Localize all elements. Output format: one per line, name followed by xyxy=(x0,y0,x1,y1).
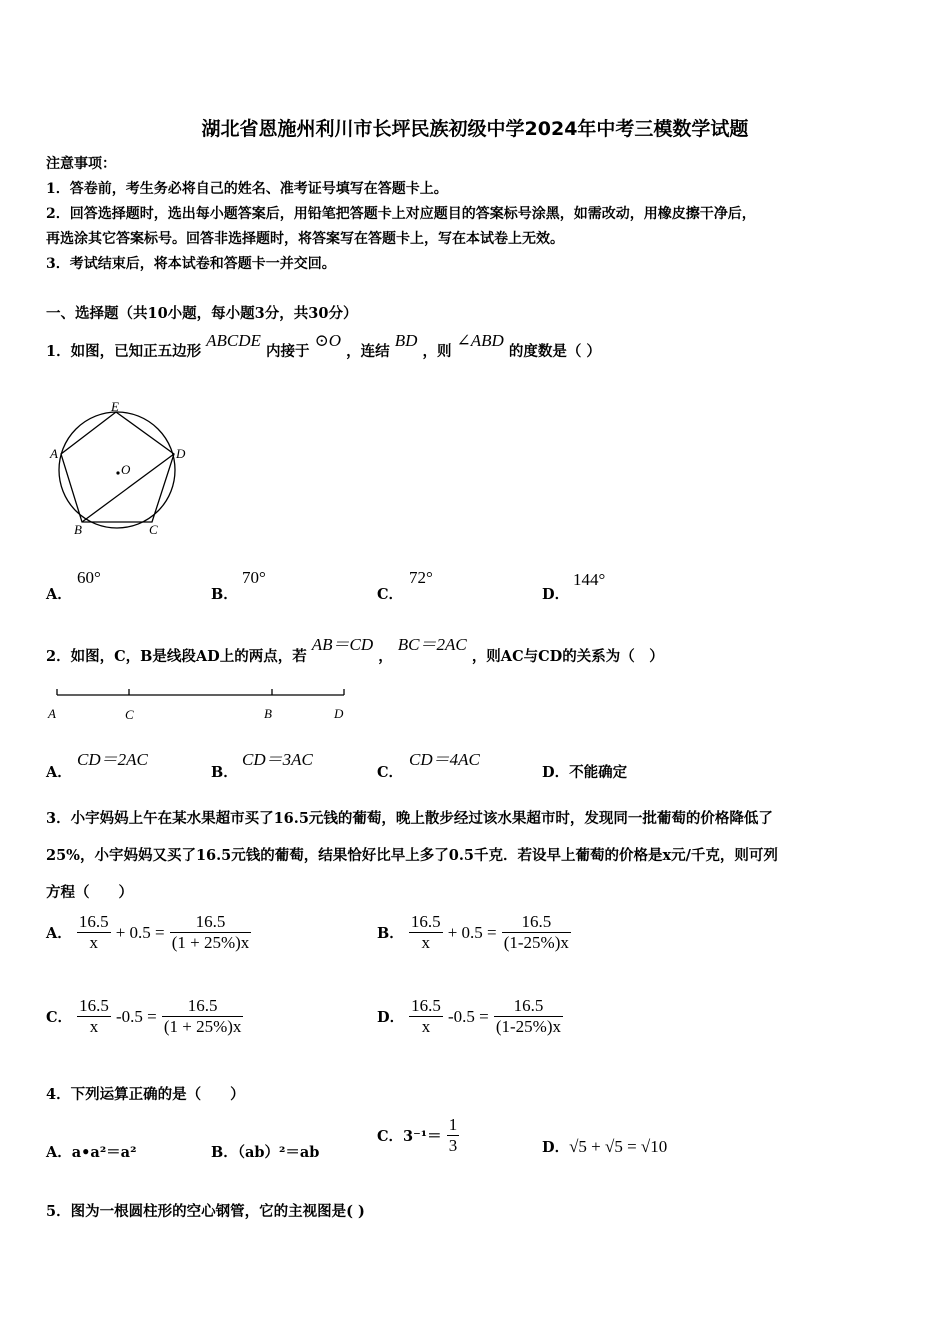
q4-option-d-letter: D． xyxy=(542,1139,570,1156)
q3-b-fraction-2 xyxy=(502,912,571,953)
notice-heading: 注意事项： xyxy=(46,156,116,172)
notice-item-2: 2．回答选择题时，选出每小题答案后，用铅笔把答题卡上对应题目的答案标号涂黑，如需改动，用橡皮擦干净后， xyxy=(46,206,756,222)
q3-a-den-2: (1 + 25%)x xyxy=(171,933,250,952)
q3-option-c-letter: C． xyxy=(46,1009,73,1026)
label-e: E xyxy=(111,399,119,414)
q4-c-fraction xyxy=(447,1115,460,1156)
section-heading: 一、选择题（共10小题，每小题3分，共30分） xyxy=(46,305,358,322)
q3-d-operator: -0.5 = xyxy=(448,1006,489,1026)
q4-option-a-letter: A． xyxy=(46,1144,72,1161)
q1-math-angle: ∠ABD xyxy=(456,331,504,350)
q3-a-num-2: 16.5 xyxy=(170,912,252,933)
label-b: B xyxy=(74,522,82,537)
question-3-line-1: 3．小宇妈妈上午在某水果超市买了16.5元钱的葡萄，晚上散步经过该水果超市时，发现同一批葡萄的价格降低了 xyxy=(46,810,773,827)
q2-option-d[interactable] xyxy=(542,761,627,782)
notice-item-2-cont: 再选涂其它答案标号。回答非选择题时，将答案写在答题卡上，写在本试卷上无效。 xyxy=(46,231,564,247)
q2-math-2: BC＝2AC xyxy=(397,635,467,654)
question-2-stem xyxy=(46,635,664,666)
notice-item-1: 1．答卷前，考生务必将自己的姓名、准考证号填写在答题卡上。 xyxy=(46,181,448,197)
q3-c-fraction-2 xyxy=(162,996,244,1037)
q2-option-c[interactable] xyxy=(377,761,403,782)
q1-option-b[interactable] xyxy=(211,583,238,604)
q1-math-pentagon: ABCDE xyxy=(206,331,261,350)
question-3-line-2: 25%，小宇妈妈又买了16.5元钱的葡萄，结果恰好比早上多了0.5千克．若设早上葡萄的价格是x元/千克，则可列 xyxy=(46,847,778,864)
q4-option-d[interactable] xyxy=(542,1136,667,1157)
q3-d-fraction-1 xyxy=(409,996,443,1037)
q4-option-c[interactable] xyxy=(377,1115,459,1156)
q3-c-operator: -0.5 = xyxy=(115,1006,157,1026)
q4-option-b-letter: B． xyxy=(211,1144,238,1161)
q3-d-fraction-2 xyxy=(494,996,563,1037)
q3-a-fraction-1 xyxy=(77,912,111,953)
notice-item-3: 3．考试结束后，将本试卷和答题卡一并交回。 xyxy=(46,256,336,272)
center-point xyxy=(116,471,119,474)
label-o: O xyxy=(121,462,131,477)
q3-option-d-letter: D． xyxy=(377,1009,405,1026)
q3-b-operator: + 0.5 = xyxy=(447,922,497,942)
q1-text-5: 的度数是（ ） xyxy=(508,343,601,360)
page-title: 湖北省恩施州利川市长坪民族初级中学2024年中考三模数学试题 xyxy=(201,118,749,140)
q2-option-c-value: CD＝4AC xyxy=(409,750,480,769)
q2-text-3: ，则AC与CD的关系为（ ） xyxy=(471,648,664,665)
question-1-stem xyxy=(46,331,601,361)
q3-b-den-2: (1-25%)x xyxy=(503,933,569,952)
q3-option-b[interactable] xyxy=(377,912,571,953)
q1-option-b-letter: B． xyxy=(211,586,238,603)
label-a: A xyxy=(48,706,56,721)
q1-option-c-letter: C． xyxy=(377,586,404,603)
q3-b-den-1: x xyxy=(421,933,430,952)
q2-option-b-value: CD＝3AC xyxy=(242,750,313,769)
q3-d-den-2: (1-25%)x xyxy=(495,1017,562,1036)
q2-option-d-letter: D． xyxy=(542,764,570,781)
q4-option-a-value: a•a²＝a² xyxy=(71,1144,137,1161)
q4-c-den: 3 xyxy=(448,1136,458,1155)
q1-option-d-value: 144° xyxy=(573,570,606,589)
q3-c-num-1: 16.5 xyxy=(79,996,109,1015)
label-d: D xyxy=(176,446,186,461)
label-d: D xyxy=(334,706,344,721)
q3-c-num-2: 16.5 xyxy=(162,996,244,1017)
q4-option-c-letter: C． xyxy=(377,1128,404,1145)
question-5-stem: 5．图为一根圆柱形的空心钢管，它的主视图是( ) xyxy=(46,1203,365,1220)
q2-option-c-letter: C． xyxy=(377,764,404,781)
label-b: B xyxy=(264,706,272,721)
q1-option-a[interactable] xyxy=(46,583,72,604)
q3-a-num-1: 16.5 xyxy=(78,912,109,931)
label-c: C xyxy=(125,707,134,722)
q1-option-a-letter: A． xyxy=(46,586,72,603)
q3-c-den-2: (1 + 25%)x xyxy=(163,1017,242,1036)
q1-text-3: ，连结 xyxy=(346,343,390,360)
q2-math-1: AB＝CD xyxy=(311,635,374,654)
q3-d-num-2: 16.5 xyxy=(494,996,563,1017)
q1-text-1: 1．如图，已知正五边形 xyxy=(46,343,202,360)
q3-c-den-1: x xyxy=(89,1017,99,1036)
question-3-line-3: 方程（ ） xyxy=(46,884,133,901)
q3-option-b-letter: B． xyxy=(377,925,404,942)
q1-math-bd: BD xyxy=(394,331,418,350)
q2-option-a[interactable] xyxy=(46,761,72,782)
q2-option-a-letter: A． xyxy=(46,764,72,781)
q4-c-num: 1 xyxy=(448,1115,458,1134)
question-4-stem: 4．下列运算正确的是（ ） xyxy=(46,1086,245,1103)
label-a: A xyxy=(50,446,58,461)
q2-text-2: ， xyxy=(378,648,393,665)
q4-option-b[interactable] xyxy=(211,1141,319,1162)
q2-text-1: 2．如图，C，B是线段AD上的两点，若 xyxy=(46,648,307,665)
q3-c-fraction-1 xyxy=(77,996,111,1037)
q3-b-fraction-1 xyxy=(409,912,443,953)
q3-a-operator: + 0.5 = xyxy=(115,922,165,942)
q3-b-num-1: 16.5 xyxy=(410,912,441,931)
q3-option-a-letter: A． xyxy=(46,925,72,942)
q3-d-den-1: x xyxy=(421,1017,431,1036)
q2-option-b[interactable] xyxy=(211,761,238,782)
q4-option-a[interactable] xyxy=(46,1141,136,1162)
q1-math-circle: ⊙O xyxy=(314,331,342,350)
q1-text-4: ，则 xyxy=(422,343,452,360)
q3-b-num-2: 16.5 xyxy=(502,912,571,933)
q1-option-a-value: 60° xyxy=(77,568,101,587)
q3-d-num-1: 16.5 xyxy=(411,996,441,1015)
q1-option-c[interactable] xyxy=(377,583,403,604)
q3-option-d[interactable] xyxy=(377,996,563,1037)
q4-option-b-value: （ab）²＝ab xyxy=(237,1144,320,1161)
q1-option-b-value: 70° xyxy=(242,568,266,587)
label-c: C xyxy=(149,522,158,537)
q1-option-d[interactable] xyxy=(542,583,569,604)
q4-option-c-value: 3⁻¹＝ xyxy=(403,1128,442,1145)
segment-ad-figure xyxy=(44,684,354,724)
circumcircle xyxy=(59,412,175,528)
pentagon-in-circle-figure xyxy=(44,398,194,540)
q2-option-d-value: 不能确定 xyxy=(569,764,628,781)
q1-text-2: 内接于 xyxy=(266,343,310,360)
q2-option-a-value: CD＝2AC xyxy=(77,750,148,769)
q3-option-c[interactable] xyxy=(46,996,243,1037)
q3-a-den-1: x xyxy=(89,933,98,952)
q3-a-fraction-2 xyxy=(170,912,252,953)
q1-option-c-value: 72° xyxy=(409,568,433,587)
q3-option-a[interactable] xyxy=(46,912,251,953)
q2-option-b-letter: B． xyxy=(211,764,238,781)
q1-option-d-letter: D． xyxy=(542,586,570,603)
q4-option-d-value: √5 + √5 = √10 xyxy=(569,1137,668,1156)
